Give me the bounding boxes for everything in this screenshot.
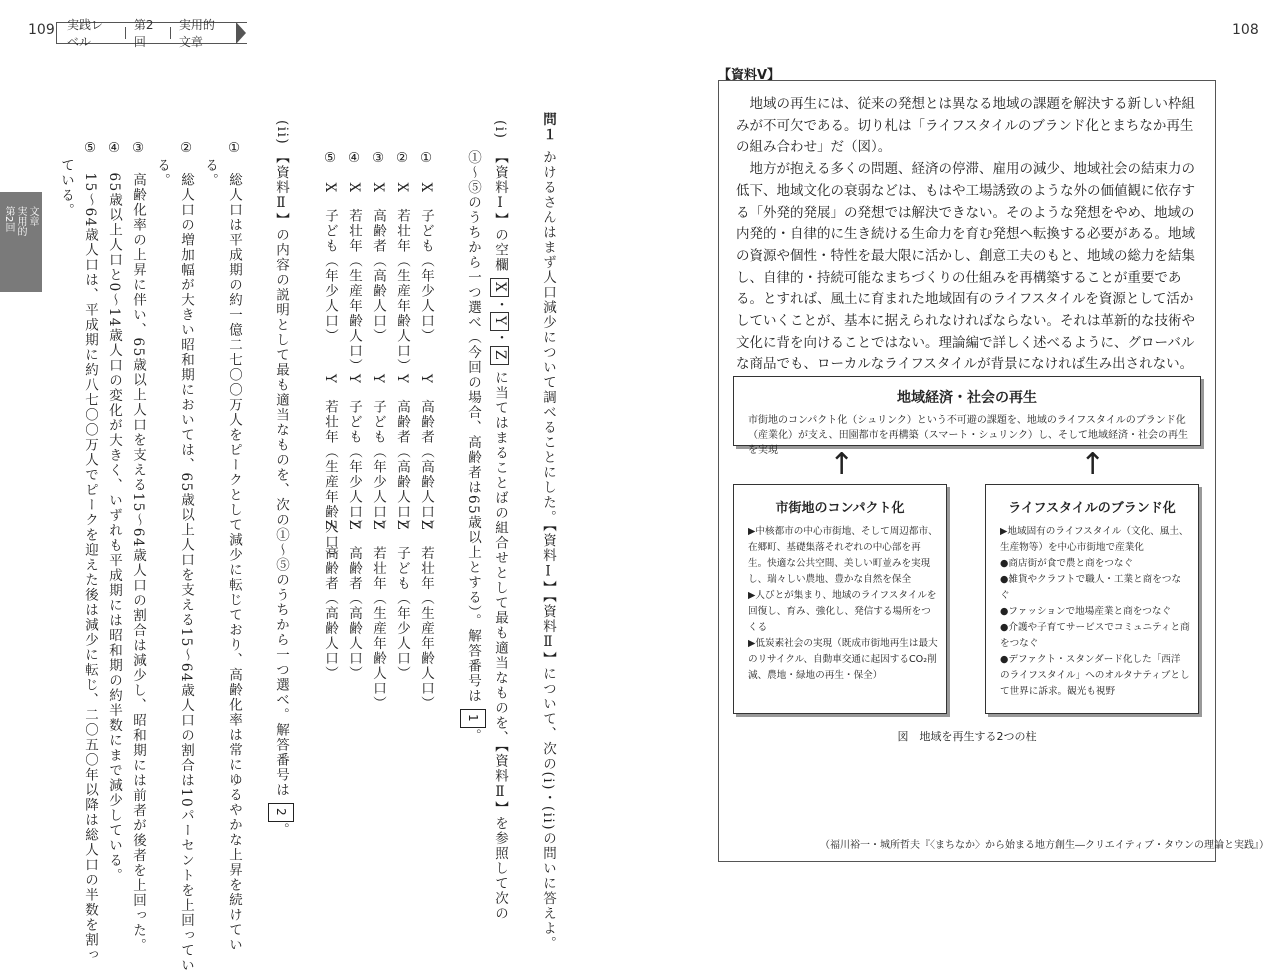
list-item: ●ファッションで地場産業と商をつなぐ xyxy=(1000,604,1190,620)
source-citation: （福川裕一・城所哲夫『〈まちなか〉から始まる地方創生―クリエイティブ・タウンの理論と実践』） xyxy=(820,836,1269,851)
blank-y: Y xyxy=(490,312,510,330)
q1-choice-5[interactable] xyxy=(318,150,343,344)
arrow-up-icon: ↑ xyxy=(829,450,854,480)
choice-number: ③ xyxy=(370,150,386,168)
q1-choice-text: ①〜⑤のうちから一つ選べ（今回の場合、高齢者は65歳以上とする）。解答番号は xyxy=(465,150,481,703)
page-number-right: 108 xyxy=(1232,22,1259,38)
material-label: 【資料Ⅴ】 xyxy=(718,64,780,83)
diagram-left-box xyxy=(733,484,947,714)
diagram-top-box xyxy=(733,376,1201,446)
side-tab xyxy=(0,192,42,292)
choice-text: 65歳以上人口と0〜14歳人口の変化が大きく、いずれも平成期には昭和期の約半数にまで減少している。 xyxy=(106,173,122,883)
choice-x: X 若壮年（生産年齢人口） xyxy=(394,183,410,374)
list-item: ▶人びとが集まり、地域のライフスタイルを回復し、育み、強化し、発信する場所をつくる xyxy=(748,588,938,636)
figure-caption: 図 地域を再生する2つの柱 xyxy=(718,728,1216,744)
choice-number: ② xyxy=(394,150,410,168)
material-passage xyxy=(736,94,1202,376)
side-tab-line3: 文章 xyxy=(25,206,40,226)
choice-text: 15〜64歳人口は、平成期に約八七〇〇万人でピークを迎えた後は減少に転じ、二〇五〇年以降は総人口の半数を割っ xyxy=(82,173,98,963)
running-head-level: 実践レベル xyxy=(67,16,113,50)
q1-choice-3[interactable] xyxy=(366,150,391,344)
blank-x: X xyxy=(490,278,510,297)
choice-number: ⑤ xyxy=(82,140,98,158)
choice-number: ④ xyxy=(106,140,122,158)
list-item: ●雑貨やクラフトで職人・工業と商をつなぐ xyxy=(1000,572,1190,604)
choice-number: ③ xyxy=(130,140,146,158)
paragraph: 地方が抱える多くの問題、経済の停滞、雇用の減少、地域社会の結束力の低下、地域文化の衰弱などは、もはや工場誘致のような外の価値観に依存する「外発的発展」の発想では解決できない。そのような発想をやめ、地域の内発的・自律的に生き続ける生命力を育む発想へ転換する必要がある。地域の資源や個性・特性を最大限に活かし、創意工夫のもと、地域の総力を結集し、自律的・持続可能なまちづくりの仕組みを再構築することが重要である。とすれば、風土に育まれた地域固有のライフスタイルを資源として活かしていくことが、基本に据えられなければならない。それは革新的な技術や文化に背を向けることではない。理論編で詳しく述べるように、グローバルな商品でも、ローカルなライフスタイルが背景になければ生み出されない。 xyxy=(736,159,1202,376)
choice-text-cont: ている。 xyxy=(54,158,79,218)
choice-number: ① xyxy=(418,150,434,168)
choice-text: 高齢化率の上昇に伴い、65歳以上人口を支える15〜64歳人口の割合は減少し、昭和期には前者が後者を上回った。 xyxy=(130,173,146,954)
list-item: ●デファクト・スタンダード化した「西洋のライフスタイル」へのオルタナティブとして世界に訴求。観光も視野 xyxy=(1000,652,1190,700)
choice-z: Z 高齢者（高齢人口） xyxy=(342,520,367,681)
running-head-round: 第2回 xyxy=(134,16,158,50)
arrow-up-icon: ↑ xyxy=(1080,450,1105,480)
running-head-genre: 実用的文章 xyxy=(179,16,225,50)
q1-stem: 【資料Ⅰ】の空欄 X・Y・Z に当てはまることばの組合せとして最も適当なものを、【資料Ⅱ】を参照して次の xyxy=(488,150,513,921)
q1-choice-4[interactable] xyxy=(342,150,367,374)
q2-text: 【資料Ⅱ】の内容の説明として最も適当なものを、次の①〜⑤のうちから一つ選べ。解答番号は xyxy=(273,150,289,798)
choice-z: Z 若壮年（生産年齢人口） xyxy=(366,520,391,711)
choice-z: Z 高齢者（高齢人口） xyxy=(318,520,343,681)
choice-number: ② xyxy=(178,140,194,158)
side-tab-line1: 第2回 xyxy=(1,206,16,232)
q1-choice-1[interactable] xyxy=(414,150,439,344)
choice-number: ① xyxy=(226,140,242,158)
q2-stem: 【資料Ⅱ】の内容の説明として最も適当なものを、次の①〜⑤のうちから一つ選べ。解答番号は 2。 xyxy=(268,150,294,837)
q2-choice-5[interactable] xyxy=(78,140,103,963)
choice-number: ⑤ xyxy=(322,150,338,168)
choice-y: Y 子ども（年少人口） xyxy=(342,374,367,534)
q2-choice-1[interactable] xyxy=(222,140,247,953)
blank-z: Z xyxy=(490,346,510,365)
diagram-left-title: 市街地のコンパクト化 xyxy=(734,497,946,516)
page-number-left: 109 xyxy=(28,22,55,38)
q1-prefix: 【資料Ⅰ】の空欄 xyxy=(492,150,508,273)
choice-y: Y 高齢者（高齢人口） xyxy=(390,374,415,534)
choice-x: X 子ども（年少人口） xyxy=(418,183,434,344)
answer-box-2[interactable]: 2 xyxy=(268,803,294,822)
q2-label: (ii) xyxy=(270,120,295,145)
choice-y: Y 子ども（年少人口） xyxy=(366,374,391,534)
list-item: ▶低炭素社会の実現（既成市街地再生は最大のリサイクル、自動車交通に起因するCO₂削減、農地・緑地の再生・保全） xyxy=(748,636,938,684)
q2-choice-3[interactable] xyxy=(126,140,151,953)
running-head-arrow xyxy=(236,22,246,44)
choice-text: 総人口は平成期の約一億二七〇〇万人をピークとして減少に転じており、高齢化率は常にゆるやかな上昇を続けてい xyxy=(226,173,242,953)
diagram-top-body: 市街地のコンパクト化（シュリンク）という不可避の課題を、地域のライフスタイルのブランド化（産業化）が支え、田園都市を再構築（スマート・シュリンク）し、そして地域経済・社会の再生を実現 xyxy=(748,413,1188,458)
choice-z: Z 子ども（年少人口） xyxy=(390,520,415,681)
choice-text-cont: る。 xyxy=(198,158,223,188)
list-item: ▶地域固有のライフスタイル（文化、風土、生産物等）を中心市街地で産業化 xyxy=(1000,524,1190,556)
list-item: ●介護や子育てサービスでコミュニティと商をつなぐ xyxy=(1000,620,1190,652)
question-intro: かけるさんはまず人口減少について調べることにした。【資料Ⅰ】【資料Ⅱ】について、次の(i)・(ii)の問いに答えよ。 xyxy=(536,150,561,951)
diagram-right-title: ライフスタイルのブランド化 xyxy=(986,497,1198,516)
list-item: ●商店街が食で農と商をつなぐ xyxy=(1000,556,1190,572)
choice-z: Z 若壮年（生産年齢人口） xyxy=(414,520,439,711)
choice-text-cont: る。 xyxy=(150,158,175,188)
diagram-right-box xyxy=(985,484,1199,714)
choice-y: Y 若壮年（生産年齢人口） xyxy=(318,374,343,564)
q2-choice-2[interactable] xyxy=(174,140,199,973)
answer-box-1[interactable]: 1 xyxy=(460,709,486,728)
q2-choice-4[interactable] xyxy=(102,140,127,883)
q1-label: (i) xyxy=(488,120,513,139)
choice-x: X 高齢者（高齢人口） xyxy=(370,183,386,344)
diagram-top-title: 地域経済・社会の再生 xyxy=(734,387,1200,407)
choice-x: X 子ども（年少人口） xyxy=(322,183,338,344)
list-item: ▶中核都市の中心市街地、そして周辺都市、在郷町、基礎集落それぞれの中心部を再生。快適な公共空間、美しい町並みを実現し、瑞々しい農地、豊かな自然を保全 xyxy=(748,524,938,588)
side-tab-line2: 実用的 xyxy=(13,206,28,236)
q1-choice-instruction: ①〜⑤のうちから一つ選べ（今回の場合、高齢者は65歳以上とする）。解答番号は 1。 xyxy=(460,150,486,743)
choice-y: Y 高齢者（高齢人口） xyxy=(414,374,439,534)
q1-middle: に当てはまることばの組合せとして最も適当なものを、【資料Ⅱ】を参照して次の xyxy=(492,371,508,922)
choice-number: ④ xyxy=(346,150,362,168)
question-title: 問１ xyxy=(536,112,561,142)
running-head xyxy=(56,22,247,44)
paragraph: 地域の再生には、従来の発想とは異なる地域の課題を解決する新しい枠組みが不可欠である。切り札は「ライフスタイルのブランド化とまちなか再生の組み合わせ」だ（図）。 xyxy=(736,94,1202,159)
choice-text: 総人口の増加幅が大きい昭和期においては、65歳以上人口を支える15〜64歳人口の割合は10パーセントを上回ってい xyxy=(178,173,194,973)
q1-choice-2[interactable] xyxy=(390,150,415,374)
choice-x: X 若壮年（生産年齢人口） xyxy=(346,183,362,374)
